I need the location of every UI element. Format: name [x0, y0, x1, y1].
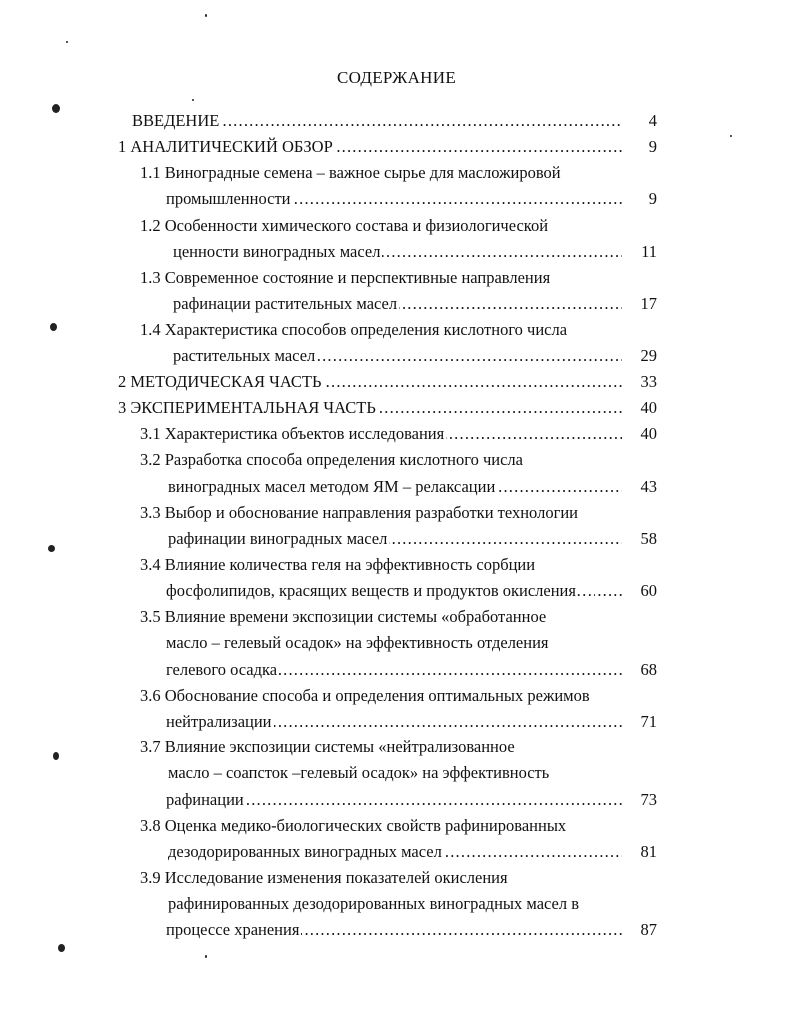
toc-entry-line: [166, 633, 551, 653]
toc-page-number: 11: [641, 242, 657, 261]
toc-entry-text: ценности виноградных масел: [173, 242, 381, 261]
scan-speck: [52, 104, 60, 113]
toc-entry-text: 1.2 Особенности химического состава и физиологической: [140, 216, 549, 235]
toc-entry-text: 3.5 Влияние времени экспозиции системы «обработанное: [140, 607, 547, 626]
toc-entry-text: 1.3 Современное состояние и перспективные направления: [140, 268, 551, 287]
toc-entry-text: 3 ЭКСПЕРИМЕНТАЛЬНАЯ ЧАСТЬ: [118, 398, 376, 417]
toc-entry-text: 3.9 Исследование изменения показателей окисления: [140, 868, 508, 887]
toc-entry-line: [132, 111, 622, 131]
toc-entry-text: дезодорированных виноградных масел: [168, 842, 442, 861]
toc-entry-text: нейтрализации: [166, 712, 272, 731]
toc-entry-line: [166, 581, 622, 601]
toc-entry-line: [140, 320, 569, 340]
toc-entry-text: 1.1 Виноградные семена – важное сырье для масложировой: [140, 163, 561, 182]
scan-speck: [66, 41, 68, 43]
scan-speck: [730, 135, 732, 137]
toc-entry-line: [166, 189, 622, 209]
toc-page-number: 71: [640, 712, 657, 731]
scan-speck: [48, 545, 55, 552]
toc-entry-line: [173, 294, 622, 314]
toc-entry-line: [140, 555, 537, 575]
toc-entry-text: масло – гелевый осадок» на эффективность отделения: [166, 633, 549, 652]
toc-entry-line: [140, 163, 563, 183]
toc-entry-line: [168, 894, 581, 914]
scan-speck: [53, 752, 59, 760]
toc-entry-text: 3.2 Разработка способа определения кислотного числа: [140, 450, 523, 469]
toc-entry-line: [140, 503, 580, 523]
toc-entry-text: растительных масел: [173, 346, 316, 365]
toc-entry-text: виноградных масел методом ЯМ – релаксации: [168, 477, 496, 496]
toc-page-number: 58: [640, 529, 657, 548]
toc-page-number: 17: [640, 294, 657, 313]
toc-page-number: 29: [640, 346, 657, 365]
scan-speck: [50, 323, 57, 331]
toc-page-number: 87: [640, 920, 657, 939]
toc-page-number: 4: [648, 111, 657, 130]
toc-entry-text: 3.1 Характеристика объектов исследования: [140, 424, 445, 443]
scan-speck: [205, 955, 207, 958]
toc-entry-line: [166, 790, 622, 810]
toc-entry-line: [168, 763, 551, 783]
toc-entry-line: [168, 842, 622, 862]
toc-entry-text: 1 АНАЛИТИЧЕСКИЙ ОБЗОР: [118, 137, 333, 156]
toc-page-number: 40: [640, 424, 657, 443]
toc-entry-line: [140, 216, 550, 236]
page-title: СОДЕРЖАНИЕ: [336, 68, 457, 87]
toc-entry-text: 2 МЕТОДИЧЕСКАЯ ЧАСТЬ: [118, 372, 322, 391]
toc-entry-line: [140, 450, 525, 470]
toc-entry-text: фосфолипидов, красящих веществ и продуктов окисления…: [166, 581, 593, 600]
toc-entry-line: [168, 529, 622, 549]
toc-page-number: 60: [640, 581, 657, 600]
toc-entry-line: [140, 424, 622, 444]
toc-entry-text: процессе хранения: [166, 920, 300, 939]
toc-entry-line: [140, 686, 592, 706]
toc-entry-line: [140, 737, 517, 757]
toc-entry-text: гелевого осадка: [166, 660, 278, 679]
toc-entry-text: промышленности: [166, 189, 291, 208]
toc-entry-text: рафинированных дезодорированных виноградных масел в: [168, 894, 580, 913]
toc-page-number: 73: [640, 790, 657, 809]
toc-entry-line: [173, 242, 622, 262]
toc-entry-line: [140, 607, 548, 627]
scan-speck: [205, 14, 207, 17]
toc-entry-text: рафинации: [166, 790, 244, 809]
toc-entry-line: [168, 477, 622, 497]
toc-page-number: 40: [640, 398, 657, 417]
toc-entry-text: 3.6 Обоснование способа и определения оптимальных режимов: [140, 686, 590, 705]
toc-entry-text: 3.4 Влияние количества геля на эффективность сорбции: [140, 555, 536, 574]
toc-entry-text: ВВЕДЕНИЕ: [132, 111, 220, 130]
toc-entry-text: рафинации виноградных масел: [168, 529, 388, 548]
toc-entry-line: [118, 398, 622, 418]
toc-entry-text: 3.7 Влияние экспозиции системы «нейтрализованное: [140, 737, 515, 756]
toc-entry-text: 3.3 Выбор и обоснование направления разработки технологии: [140, 503, 578, 522]
toc-page-number: 81: [640, 842, 657, 861]
toc-entry-text: 3.8 Оценка медико-биологических свойств рафинированных: [140, 816, 567, 835]
toc-page-number: 33: [640, 372, 657, 391]
toc-entry-line: [140, 868, 510, 888]
toc-entry-line: [166, 712, 622, 732]
toc-entry-line: [166, 660, 622, 680]
scan-speck: [192, 99, 194, 101]
toc-entry-text: рафинации растительных масел: [173, 294, 398, 313]
toc-entry-line: [140, 816, 568, 836]
toc-entry-line: [118, 137, 622, 157]
toc-page-number: 43: [640, 477, 657, 496]
toc-entry-line: [166, 920, 622, 940]
toc-entry-text: масло – соапсток –гелевый осадок» на эффективность: [168, 763, 550, 782]
toc-entry-text: 1.4 Характеристика способов определения кислотного числа: [140, 320, 568, 339]
toc-page-number: 68: [640, 660, 657, 679]
toc-page-number: 9: [648, 137, 657, 156]
toc-entry-line: [140, 268, 552, 288]
toc-entry-line: [173, 346, 622, 366]
toc-entry-line: [118, 372, 622, 392]
toc-page-number: 9: [648, 189, 657, 208]
scan-speck: [58, 944, 65, 952]
